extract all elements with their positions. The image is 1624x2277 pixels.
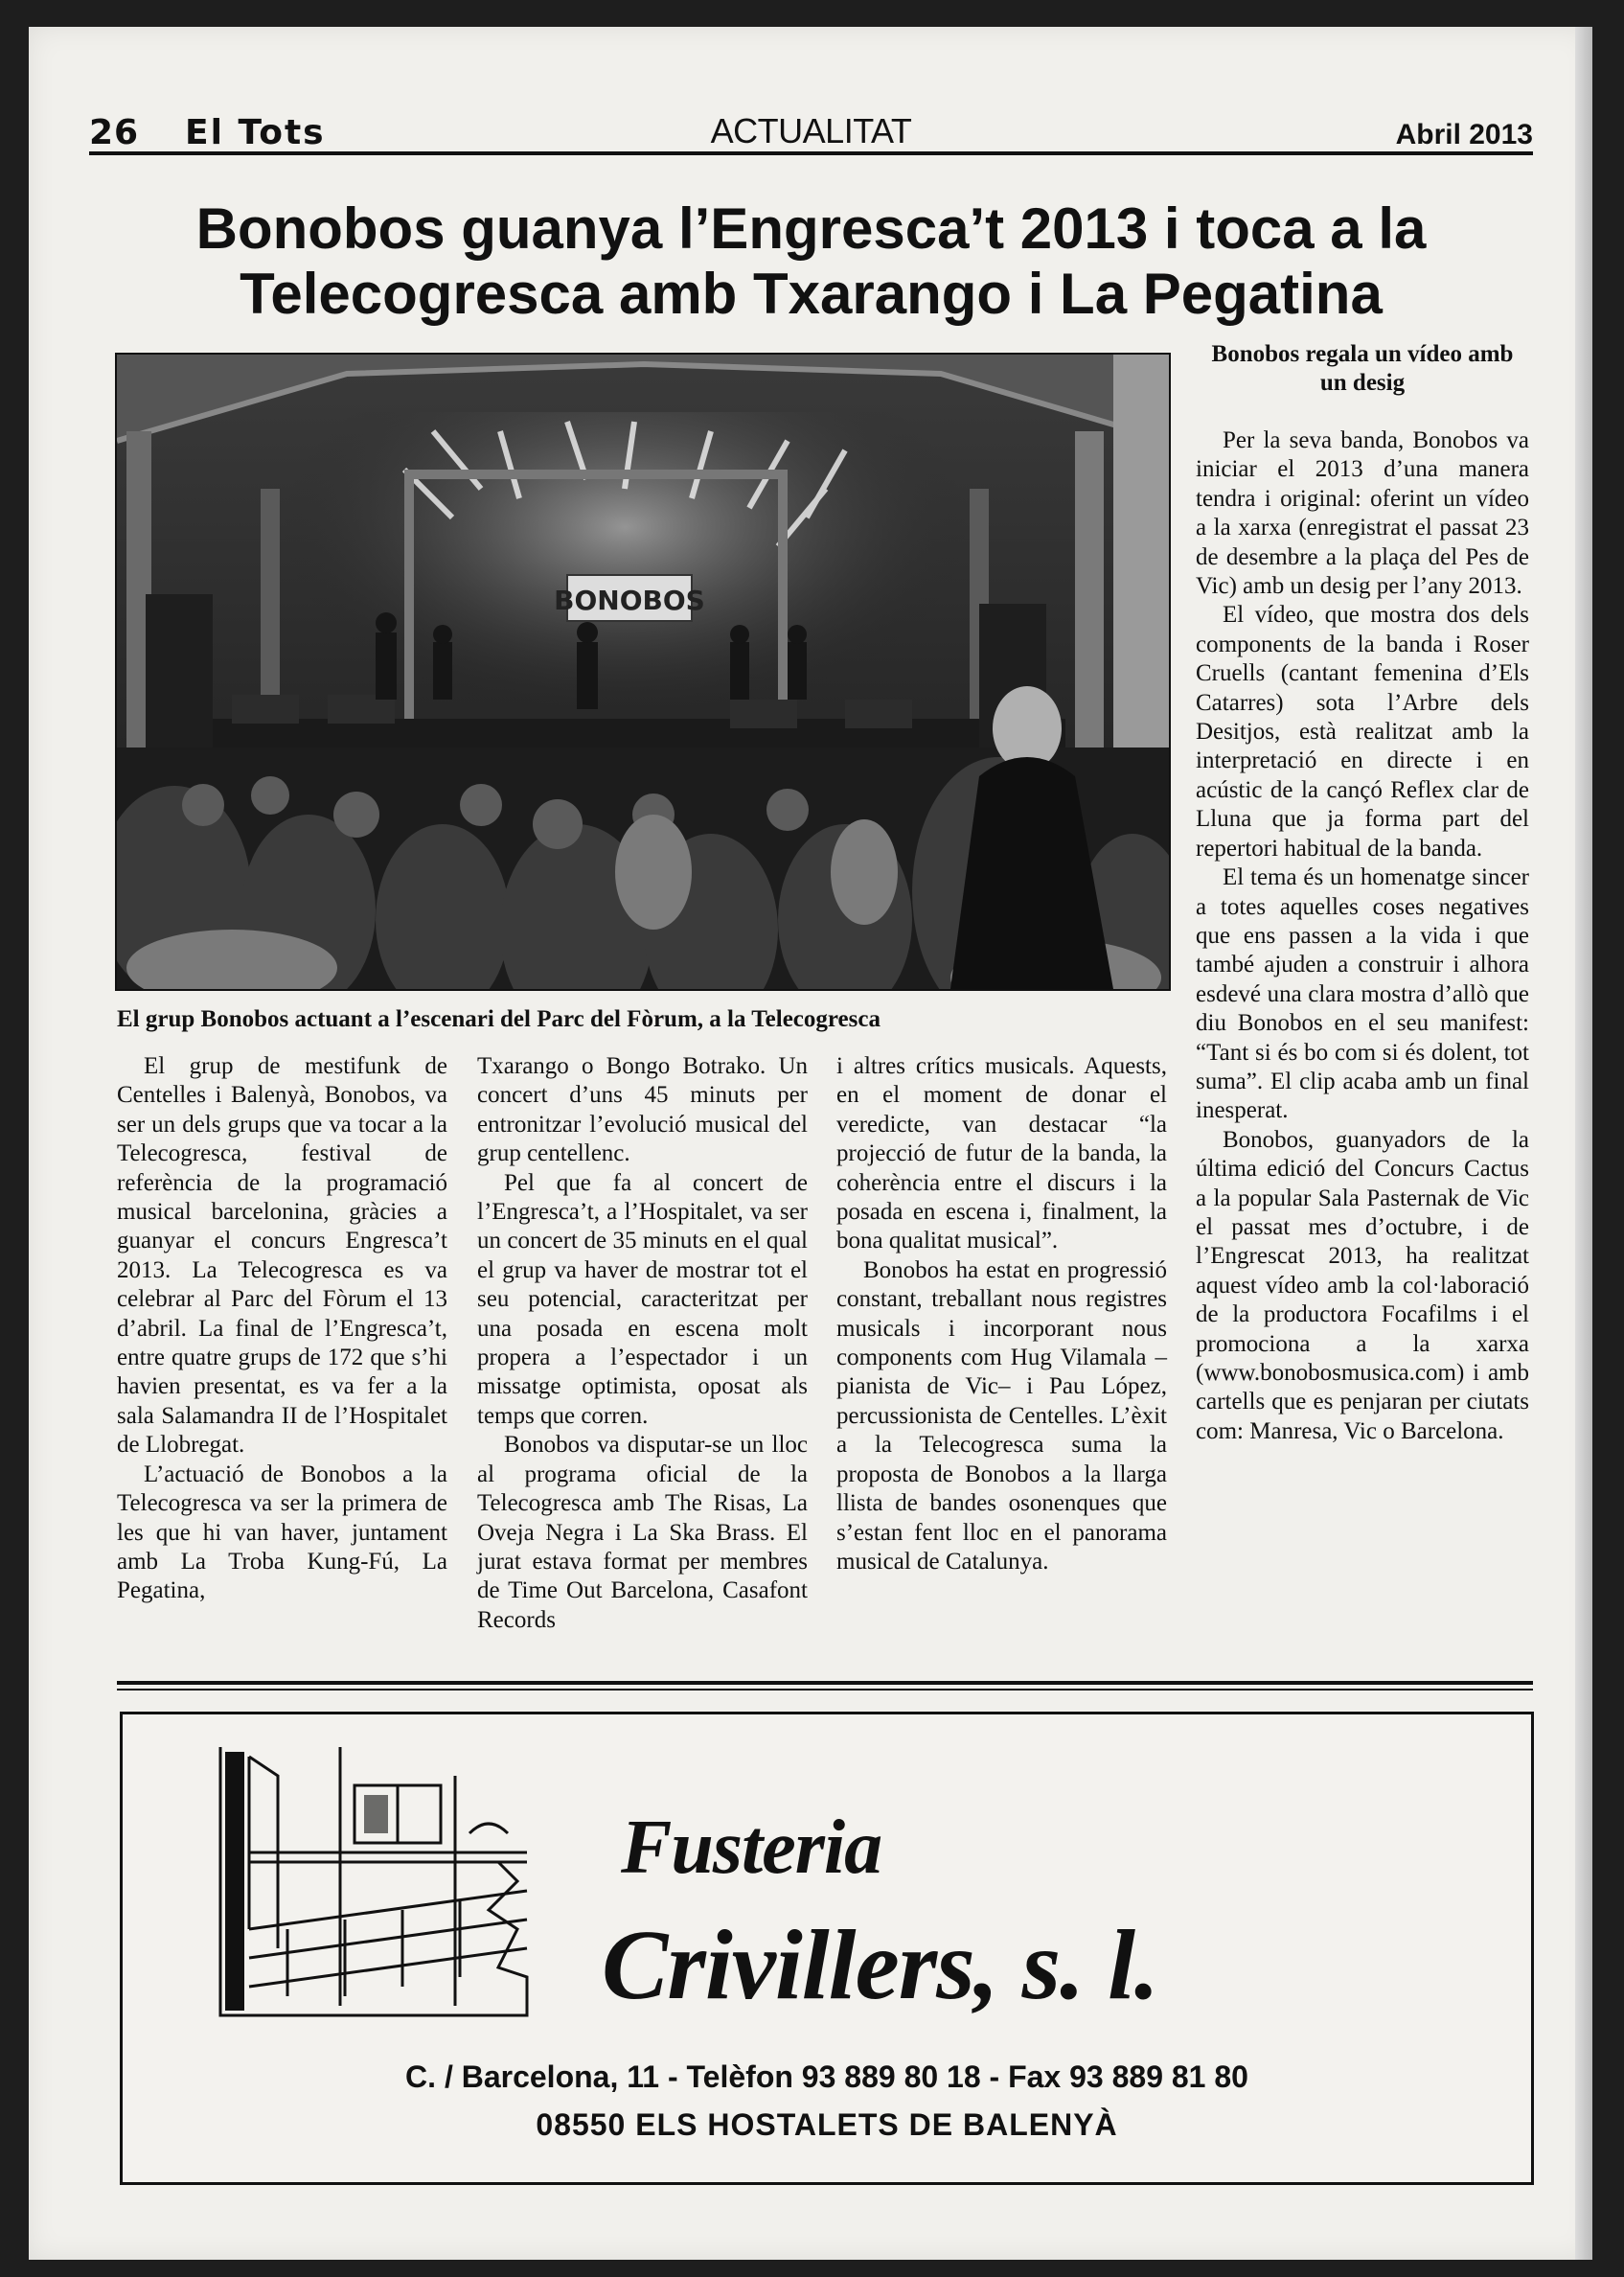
page-header — [89, 84, 1533, 155]
sidebar-paragraph: El vídeo, que mostra dos dels components de la banda i Roser Cruells (cantant femenina d’Els Catarres) sota l’Arbre dels Desitjos, està realitzat amb la interpretació en directe i en acústic de la cançó Reflex clar de Lluna que ja forma part del repertori habitual de la banda. — [1196, 602, 1529, 862]
article-paragraph: L’actuació de Bonobos a la Telecogresca va ser la primera de les que hi van haver, juntament amb La Troba Kung-Fú, La Pegatina, — [117, 1460, 447, 1604]
article-headline — [89, 196, 1533, 327]
ad-brand-line-1: Fusteria — [621, 1806, 882, 1890]
article-paragraph: Bonobos va disputar-se un lloc al programa oficial de la Telecogresca amb The Risas, La Oveja Negra i La Ska Brass. El jurat estava format per membres de Time Out Barcelona, Casafont Records — [477, 1432, 808, 1633]
article-paragraph: i altres crítics musicals. Aquests, en el moment de donar el veredicte, van destacar “la projecció de futur de la banda, la coherència entre el discurs i la posada en escena i, finalment, la bona qualitat musical”. — [836, 1053, 1167, 1254]
sidebar-paragraph: El tema és un homenatge sincer a totes aquelles coses negatives que ens passen a la vida i que també ajuden a construir i alhora esdevé una clara mostra d’allò que diu Bonobos en el seu manifest: “Tant si és bo com si és dolent, tot suma”. El clip acaba amb un final inesperat. — [1196, 864, 1529, 1124]
ad-city: 08550 ELS HOSTALETS DE BALENYÀ — [536, 2107, 1118, 2142]
carpentry-sketch-logo-icon — [211, 1737, 546, 2030]
article-column-1 — [117, 1052, 447, 1606]
ad-address: C. / Barcelona, 11 - Telèfon 93 889 80 18 - Fax 93 889 81 80 — [405, 2059, 1248, 2094]
article-paragraph: Pel que fa al concert de l’Engresca’t, a l’Hospitalet, va ser un concert de 35 minuts en el qual el grup va haver de mostrar tot el seu potencial, caracteritzat per una posada en escena molt propera a l’espectador i un missatge optimista, oposat als temps que corren. — [477, 1169, 808, 1429]
publication-name: El Tots — [185, 113, 326, 152]
article-paragraph: Bonobos ha estat en progressió constant, treballant nous registres musicals i incorporant nous components com Hug Vilamala –pianista de Vic– i Pau López, percussionista de Centelles. L’èxit a la Telecogresca suma la proposta de Bonobos a la llarga llista de bandes osonenques que s’estan fent lloc en el panorama musical de Catalunya. — [836, 1256, 1167, 1575]
sidebar-heading: Bonobos regala un vídeo amb un desig — [1211, 341, 1514, 396]
divider-thin — [117, 1689, 1533, 1690]
sidebar-paragraph: Per la seva banda, Bonobos va iniciar el 2013 d’una manera tendra i original: oferint un vídeo a la xarxa (enregistrat el passat 23 de desembre a la plaça del Pes de Vic) amb un desig per l’any 2013. — [1196, 427, 1529, 600]
headline-line-1: Bonobos guanya l’Engresca’t 2013 i toca a la — [195, 196, 1427, 261]
headline-line-2: Telecogresca amb Txarango i La Pegatina — [240, 262, 1383, 326]
sidebar-column — [1196, 426, 1529, 1446]
stage-banner-text: BONOBOS — [554, 585, 705, 616]
section-label: ACTUALITAT — [710, 111, 912, 150]
sidebar-paragraph: Bonobos, guanyadors de la última edició del Concurs Cactus a la popular Sala Pasternak de Vic el passat mes d’octubre, i de l’Engrescat 2013, ha realitzat aquest vídeo amb la col·laboració de la productora Focafilms i el promociona a la xarxa (www.bonobosmusica.com) i amb cartells que es penjaran per ciutats com: Manresa, Vic o Barcelona. — [1196, 1126, 1529, 1444]
page-edge — [1575, 27, 1592, 2260]
advertisement — [120, 1712, 1534, 2185]
article-column-2 — [477, 1052, 808, 1635]
article-paragraph: El grup de mestifunk de Centelles i Balenyà, Bonobos, va ser un dels grups que va tocar a la Telecogresca, festival de referència de la programació musical barcelonina, gràcies a guanyar el concurs Engresca’t 2013. La Telecogresca es va celebrar al Parc del Fòrum el 13 d’abril. La final de l’Engresca’t, entre quatre grups de 172 que s’hi havien presentat, es va fer a la sala Salamandra II de l’Hospitalet de Llobregat. — [117, 1053, 447, 1459]
article-column-3 — [836, 1052, 1167, 1576]
article-paragraph: Txarango o Bongo Botrako. Un concert d’uns 45 minuts per entronitzar l’evolució musical del grup centellenc. — [477, 1053, 808, 1167]
divider-thick — [117, 1681, 1533, 1685]
page-number: 26 — [89, 113, 140, 152]
concert-photo — [115, 353, 1171, 991]
issue-date: Abril 2013 — [1395, 119, 1533, 150]
ad-brand-line-2: Crivillers, s. l. — [602, 1910, 1159, 2020]
photo-caption: El grup Bonobos actuant a l’escenari del Parc del Fòrum, a la Telecogresca — [117, 1006, 881, 1032]
